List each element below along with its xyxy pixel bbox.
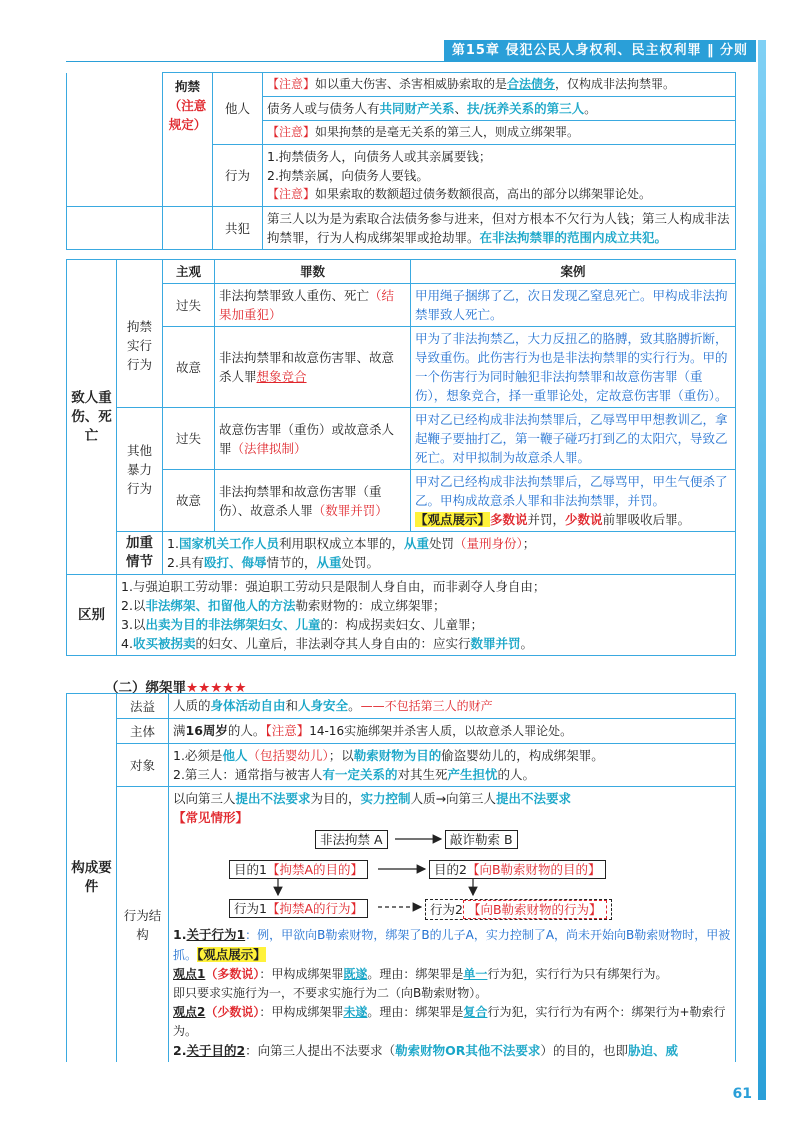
jiazhong-label: 加重情节	[117, 532, 163, 575]
goucheng-label: 构成要件	[67, 694, 117, 1063]
row1-zhuguan: 过失	[163, 284, 215, 327]
node-goal1: 目的1【拘禁A的目的】	[229, 860, 368, 879]
row1-zuishu: 非法拘禁罪致人重伤、死亡（结果加重犯）	[215, 284, 411, 327]
view1-explain: 即只要求实施行为一，不要求实施行为二（向B勒索财物）。	[173, 986, 488, 1000]
fayi-content: 人质的身体活动自由和人身安全。——不包括第三人的财产	[169, 694, 736, 719]
head-zuishu: 罪数	[215, 260, 411, 284]
taren-label: 他人	[213, 73, 263, 145]
group1-label: 拘禁实行行为	[117, 284, 163, 408]
row2-anli: 甲为了非法拘禁乙，大力反扭乙的胳膊，致其胳膊折断，导致重伤。此伤害行为也是非法拘禁罪的实行行为。甲的一个伤害行为同时触犯非法拘禁罪和故意伤害罪（重伤），想象竞合，择一重罪论处，定故意伤害罪（重伤）。	[411, 327, 736, 408]
header-rule	[66, 61, 756, 62]
xingwei-label-cell: 行为	[213, 145, 263, 207]
view2: 观点2（少数说）：甲构成绑架罪未遂。理由：绑架罪是复合行为犯，实行行为有两个：绑架行为+勒索行为。	[173, 1005, 726, 1038]
taren-main: 债务人或与债务人有共同财产关系、扶/抚养关系的第三人。	[263, 97, 736, 121]
row3-zhuguan: 过失	[163, 408, 215, 470]
detention-head	[163, 73, 213, 207]
taren-note1: 【注意】如以重大伤害、杀害相威胁索取的是合法债务，仅构成非法拘禁罪。	[263, 73, 736, 97]
qubie-content: 1.与强迫职工劳动罪：强迫职工劳动只是限制人身自由，而非剥夺人身自由； 2.以非法绑架、扣留他人的方法勒索财物的：成立绑架罪； 3.以出卖为目的非法绑架妇女、儿童的：构成拐卖妇女、儿童罪； 4.收买被拐卖的妇女、儿童后，非法剥夺其人身自由的：应实行数罪并罚。	[117, 575, 736, 656]
row4-zuishu: 非法拘禁罪和故意伤害罪（重伤）、故意杀人罪（数罪并罚）	[215, 470, 411, 532]
row3-zuishu: 故意伤害罪（重伤）或故意杀人罪（法律拟制）	[215, 408, 411, 470]
fayi-label: 法益	[117, 694, 169, 719]
row1-anli: 甲用绳子捆绑了乙，次日发现乙窒息死亡。甲构成非法拘禁罪致人死亡。	[411, 284, 736, 327]
qubie-label: 区别	[67, 575, 117, 656]
head-zhuguan: 主观	[163, 260, 215, 284]
chapter-header: 第15章 侵犯公民人身权利、民主权利罪 ‖ 分则	[444, 40, 756, 62]
row-head-note: （注意规定）	[168, 98, 207, 132]
zhuti-content: 满16周岁的人。【注意】14-16实施绑架并杀害人质，以故意杀人罪论处。	[169, 719, 736, 744]
xwjg-label: 行为结构	[117, 787, 169, 1063]
empty-left-cell	[67, 73, 163, 207]
head-anli: 案例	[411, 260, 736, 284]
xingwei-content: 1.拘禁债务人，向债务人或其亲属要钱； 2.拘禁亲属，向债务人要钱。 【注意】如果索取的数额超过债务数额很高，高出的部分以绑架罪论处。	[263, 145, 736, 207]
view1: 观点1（多数说）：甲构成绑架罪既遂。理由：绑架罪是单一行为犯，实行行为只有绑架行为。	[173, 967, 668, 981]
xwjg-content: 以向第三人提出不法要求为目的，实力控制人质→向第三人提出不法要求 【常见情形】 非法拘禁 A 敲诈勒索 B 目的1【拘禁A的目的】 目的2【向B勒索财物的目的】 行为1【拘禁A的行为】 行为2 【向B勒索财物的行为】 1.关于行为1：例，甲欲向B勒索财物，绑架了B的儿子A，实力控制了A，尚未开始向B勒索财物时，甲被抓。【观点展示】 观点1（多数说）：甲构成绑架罪既遂。理由：绑架罪是单一行为犯，实行行为只有绑架行为。 即只要求实施行为一，不要求实施行为二（向B勒索财物）。 观点2（少数说）：甲构成绑架罪未遂。理由：绑架罪是复合行为犯，实行行为有两个：绑架行为+勒索行为。 2.关于目的2：向第三人提出不法要求（勒索财物OR其他不法要求）的目的，也即胁迫、威	[169, 787, 736, 1063]
row-head-title: 拘禁	[174, 79, 200, 94]
zhuti-label: 主体	[117, 719, 169, 744]
gongfan-content: 第三人以为是为索取合法债务参与进来，但对方根本不欠行为人钱；第三人构成非法拘禁罪，行为人构成绑架罪或抢劫罪。在非法拘禁罪的范围内成立共犯。	[263, 207, 736, 250]
taren-note2: 【注意】如果拘禁的是毫无关系的第三人，则成立绑架罪。	[263, 121, 736, 145]
duixiang-label: 对象	[117, 744, 169, 787]
node-act2: 行为2 【向B勒索财物的行为】	[425, 899, 612, 920]
injury-table	[66, 259, 736, 656]
node-illegal-detention: 非法拘禁 A	[315, 830, 388, 849]
page-number: 61	[732, 1086, 752, 1102]
structure-diagram	[173, 829, 731, 921]
node-goal2: 目的2【向B勒索财物的目的】	[429, 860, 606, 879]
duixiang-content: 1.必须是他人（包括婴幼儿）；以勒索财物为目的偷盗婴幼儿的，构成绑架罪。 2.第三人：通常指与被害人有一定关系的对其生死产生担忧的人。	[169, 744, 736, 787]
jiazhong-content: 1.国家机关工作人员利用职权成立本罪的，从重处罚（量刑身份）； 2.具有殴打、侮辱情节的，从重处罚。	[163, 532, 736, 575]
injury-left-label: 致人重伤、死亡	[67, 260, 117, 575]
page-edge-bar	[758, 40, 766, 1100]
point1: 1.关于行为1：例，甲欲向B勒索财物，绑架了B的儿子A，实力控制了A，尚未开始向B勒索财物时，甲被抓。【观点展示】	[173, 927, 731, 962]
row2-zuishu: 非法拘禁罪和故意伤害罪、故意杀人罪想象竞合	[215, 327, 411, 408]
group2-label: 其他暴力行为	[117, 408, 163, 532]
point2: 2.关于目的2：向第三人提出不法要求（勒索财物OR其他不法要求）的目的，也即胁迫、威	[173, 1043, 678, 1058]
kidnapping-table	[66, 693, 736, 1062]
section-title: （二）绑架罪★★★★★	[105, 680, 247, 696]
row2-zhuguan: 故意	[163, 327, 215, 408]
row4-anli: 甲对乙已经构成非法拘禁罪后，乙辱骂甲，甲生气便杀了乙。甲构成故意杀人罪和非法拘禁罪，并罚。 【观点展示】多数说并罚，少数说前罪吸收后罪。	[411, 470, 736, 532]
node-act1: 行为1【拘禁A的行为】	[229, 899, 368, 918]
detention-table	[66, 72, 736, 250]
node-extortion: 敲诈勒索 B	[445, 830, 518, 849]
gongfan-label: 共犯	[213, 207, 263, 250]
row4-zhuguan: 故意	[163, 470, 215, 532]
row3-anli: 甲对乙已经构成非法拘禁罪后，乙辱骂甲甲想教训乙，拿起鞭子要抽打乙，第一鞭子碰巧打到乙的太阳穴，导致乙死亡。对甲拟制为故意杀人罪。	[411, 408, 736, 470]
common-cases-tag: 【常见情形】	[173, 810, 249, 825]
